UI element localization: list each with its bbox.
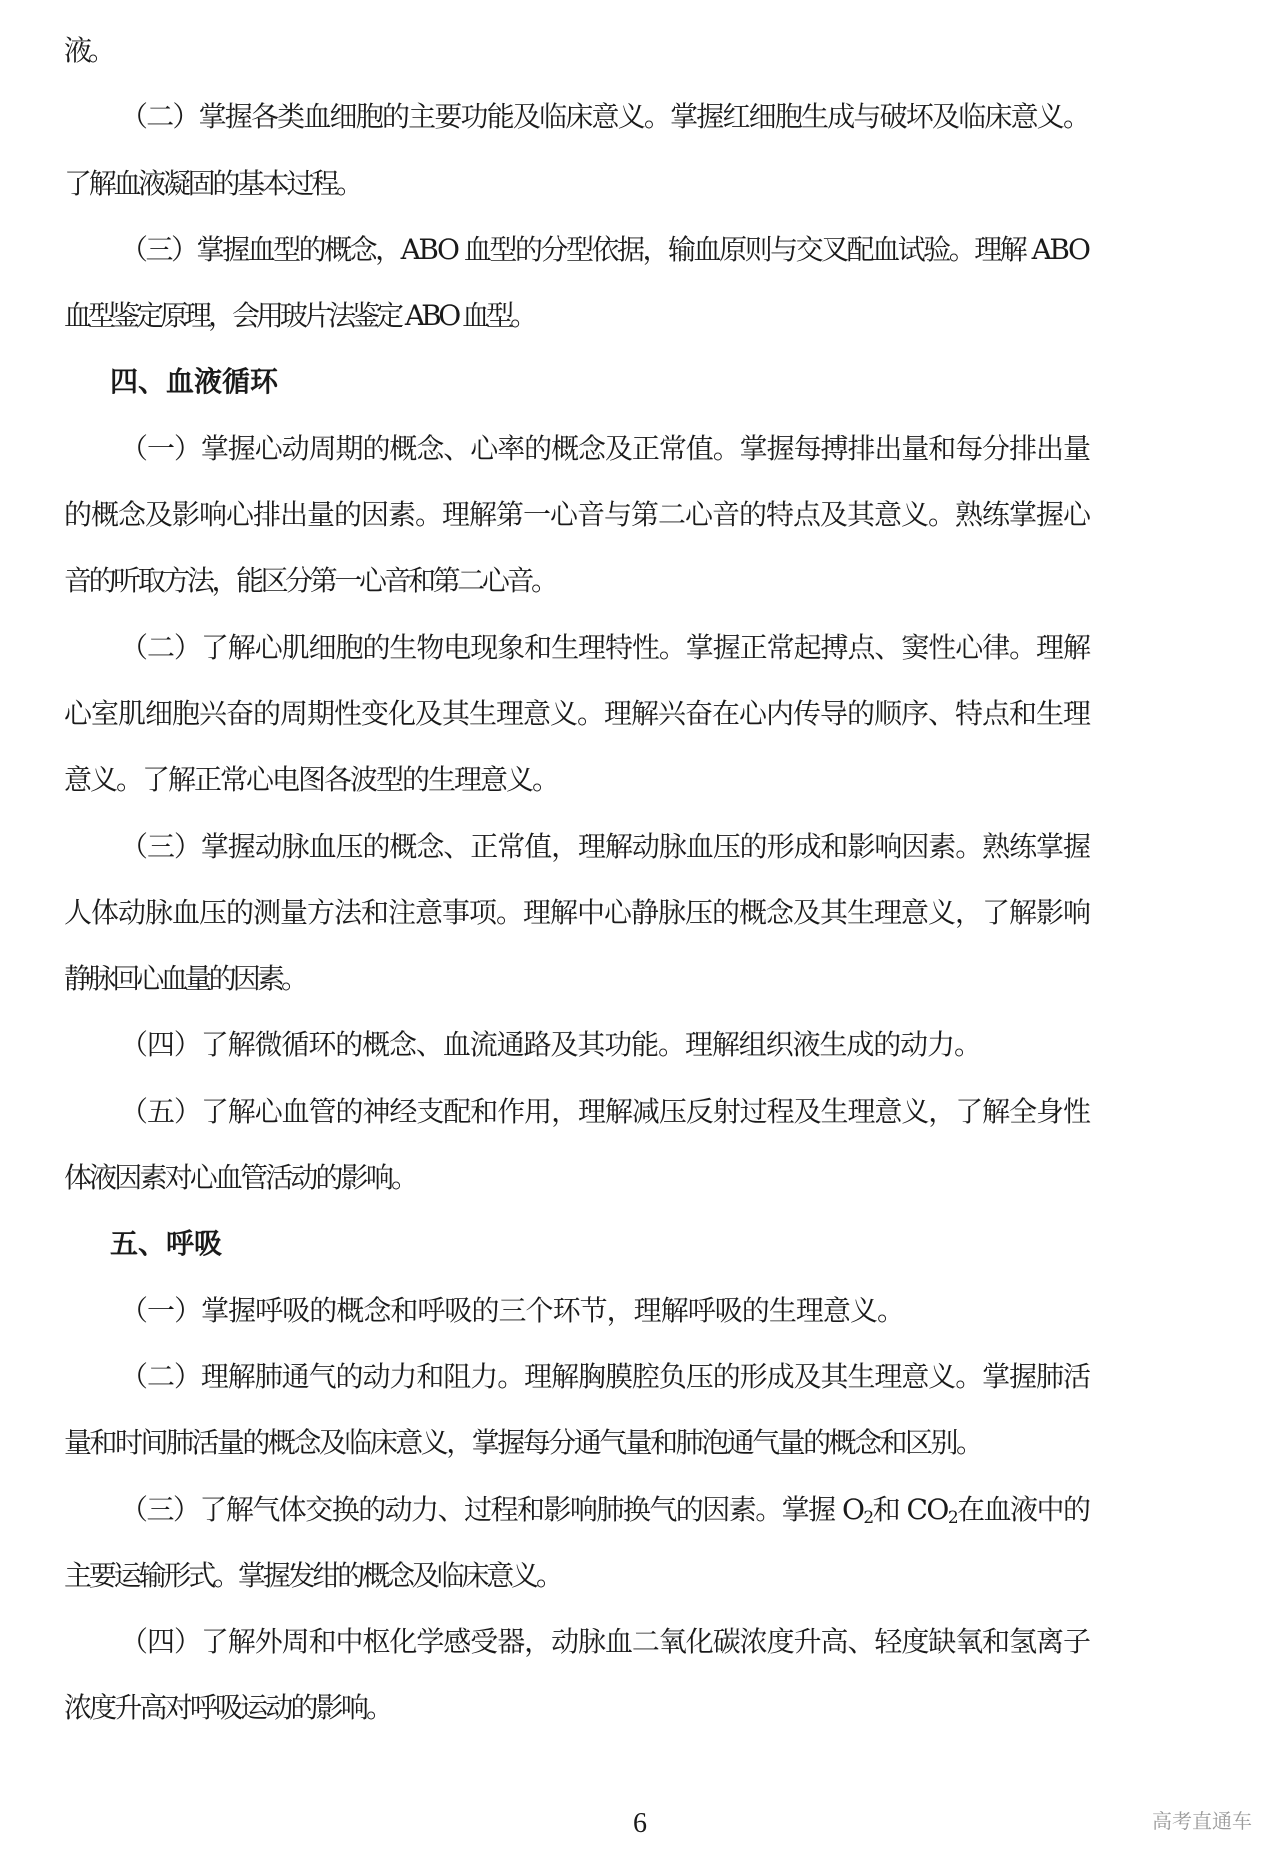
paragraph-line: 体液因素对心血管活动的影响。: [64, 1161, 417, 1195]
paragraph-line: （四）了解外周和中枢化学感受器，动脉血二氧化碳浓度升高、轻度缺氧和氢离子: [120, 1625, 1090, 1659]
paragraph-line: （二）了解心肌细胞的生物电现象和生理特性。掌握正常起搏点、窦性心律。理解: [120, 630, 1090, 664]
paragraph-line: 量和时间肺活量的概念及临床意义，掌握每分通气量和肺泡通气量的概念和区别。: [64, 1426, 982, 1460]
paragraph-line: （五）了解心血管的神经支配和作用，理解减压反射过程及生理意义，了解全身性: [120, 1094, 1090, 1128]
paragraph-line: （四）了解微循环的概念、血流通路及其功能。理解组织液生成的动力。: [120, 1028, 981, 1062]
paragraph-line: 静脉回心血量的因素。: [64, 962, 306, 996]
paragraph-line: （一）掌握心动周期的概念、心率的概念及正常值。掌握每搏排出量和每分排出量: [120, 431, 1090, 465]
paragraph-line: 血型鉴定原理，会用玻片法鉴定 ABO 血型。: [64, 299, 535, 333]
paragraph-line: （三）掌握动脉血压的概念、正常值，理解动脉血压的形成和影响因素。熟练掌握: [120, 829, 1090, 863]
paragraph-line: 的概念及影响心排出量的因素。理解第一心音与第二心音的特点及其意义。熟练掌握心: [64, 498, 1090, 532]
paragraph-line: （三）掌握血型的概念，ABO 血型的分型依据，输血原则与交叉配血试验。理解 ABO: [120, 232, 1089, 266]
paragraph-line: 音的听取方法，能区分第一心音和第二心音。: [64, 564, 556, 598]
document-body: [64, 18, 1230, 1742]
watermark: 高考直通车: [1152, 1809, 1252, 1833]
paragraph-line-subscript: （三）了解气体交换的动力、过程和影响肺换气的因素。掌握 $O_2$和 $CO_2$在血液中的: [120, 1492, 1090, 1528]
paragraph-line: 心室肌细胞兴奋的周期性变化及其生理意义。理解兴奋在心内传导的顺序、特点和生理: [64, 696, 1090, 730]
paragraph-line: 意义。了解正常心电图各波型的生理意义。: [64, 763, 558, 797]
paragraph-line: （二）理解肺通气的动力和阻力。理解胸膜腔负压的形成及其生理意义。掌握肺活: [120, 1359, 1090, 1393]
paragraph-line: （一）掌握呼吸的概念和呼吸的三个环节，理解呼吸的生理意义。: [120, 1293, 905, 1327]
paragraph-line: 浓度升高对呼吸运动的影响。: [64, 1691, 392, 1725]
section-heading-respiration: 五、呼吸: [110, 1227, 223, 1261]
paragraph-line: 主要运输形式。掌握发绀的概念及临床意义。: [64, 1558, 561, 1592]
paragraph-line: （二）掌握各类血细胞的主要功能及临床意义。掌握红细胞生成与破坏及临床意义。: [120, 100, 1090, 134]
paragraph-line: 人体动脉血压的测量方法和注意事项。理解中心静脉压的概念及其生理意义，了解影响: [64, 895, 1090, 929]
paragraph-line: 液。: [64, 34, 113, 67]
paragraph-line: 了解血液凝固的基本过程。: [64, 166, 361, 200]
section-heading-circulation: 四、血液循环: [110, 365, 279, 399]
page-number: 6: [633, 1808, 647, 1839]
